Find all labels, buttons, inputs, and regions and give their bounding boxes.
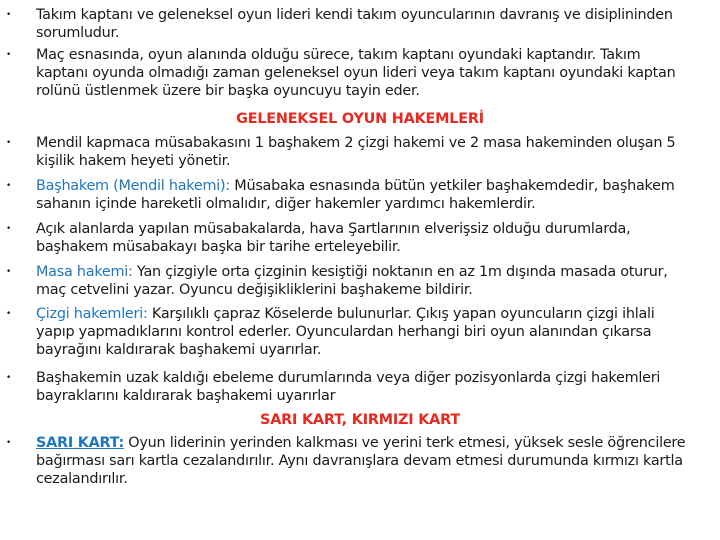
text-line: Takım kaptanı ve geleneksel oyun lideri kendi takım oyuncularının davranış ve disiplininden [36, 7, 673, 23]
text-line: bayraklarını kaldırarak başhakemi uyarırlar [36, 388, 336, 404]
text-line: kaptanı oyunda olmadığı zaman geleneksel oyun lideri veya takım kaptanı oyundaki kaptan [36, 65, 676, 81]
term-label: SARI KART: [36, 435, 124, 451]
text-line: Açık alanlarda yapılan müsabakalarda, hava Şartlarının elverişsiz olduğu durumlarda, [36, 221, 631, 237]
list-item-text [36, 369, 710, 405]
text-line: maç cetvelini yazar. Oyuncu değişikliklerini başhakeme bildirir. [36, 282, 473, 298]
bullet-icon: • [6, 10, 12, 20]
text-line: Başhakemin uzak kaldığı ebeleme durumlarında veya diğer pozisyonlarda çizgi hakemleri [36, 370, 661, 386]
bullet-icon: • [6, 138, 12, 148]
text-line: sahanın içinde hareketli olmalıdır, diğer hakemler yardımcı hakemlerdir. [36, 196, 536, 212]
section-heading-referees: GELENEKSEL OYUN HAKEMLERİ [236, 111, 484, 127]
text-line: Oyun liderinin yerinden kalkması ve yerini terk etmesi, yüksek sesle öğrencilere [123, 435, 686, 451]
term-label: Başhakem (Mendil hakemi): [36, 178, 230, 194]
list-item-text [36, 434, 710, 488]
list-item-text [36, 6, 710, 42]
text-line: Yan çizgiyle orta çizginin kesiştiği noktanın en az 1m dışında masada oturur, [132, 264, 668, 280]
bullet-icon: • [6, 309, 12, 319]
term-label: Çizgi hakemleri: [36, 306, 148, 322]
text-line: cezalandırılır. [36, 471, 128, 487]
list-item-text [36, 220, 710, 256]
text-line: rolünü üstlenmek üzere bir başka oyuncuyu tayin eder. [36, 83, 420, 99]
text-line: Mendil kapmaca müsabakasını 1 başhakem 2 çizgi hakemi ve 2 masa hakeminden oluşan 5 [36, 135, 676, 151]
bullet-icon: • [6, 181, 12, 191]
text-line: başhakem müsabakayı başka bir tarihe erteleyebilir. [36, 239, 401, 255]
list-item-text [36, 263, 710, 299]
list-item-text [36, 305, 710, 359]
bullet-icon: • [6, 373, 12, 383]
text-line: kişilik hakem heyeti yönetir. [36, 153, 231, 169]
text-line: sorumludur. [36, 25, 120, 41]
term-label: Masa hakemi: [36, 264, 133, 280]
bullet-icon: • [6, 224, 12, 234]
text-line: Maç esnasında, oyun alanında olduğu sürece, takım kaptanı oyundaki kaptandır. Takım [36, 47, 641, 63]
text-line: bayrağını kaldırarak başhakemi uyarırlar. [36, 342, 322, 358]
text-line: Müsabaka esnasında bütün yetkiler başhakemdedir, başhakem [229, 178, 675, 194]
list-item-text [36, 46, 710, 100]
list-item-text [36, 177, 710, 213]
text-line: yapıp yapmadıklarını kontrol ederler. Oyunculardan herhangi biri oyun alanından çıkarsa [36, 324, 652, 340]
section-heading-cards: SARI KART, KIRMIZI KART [260, 412, 460, 428]
bullet-icon: • [6, 267, 12, 277]
bullet-icon: • [6, 50, 12, 60]
bullet-icon: • [6, 438, 12, 448]
text-line: Karşılıklı çapraz Köselerde bulunurlar. Çıkış yapan oyuncuların çizgi ihlali [147, 306, 655, 322]
text-line: bağırması sarı kartla cezalandırılır. Aynı davranışlara devam etmesi durumunda kırmızı kartla [36, 453, 683, 469]
list-item-text [36, 134, 710, 170]
